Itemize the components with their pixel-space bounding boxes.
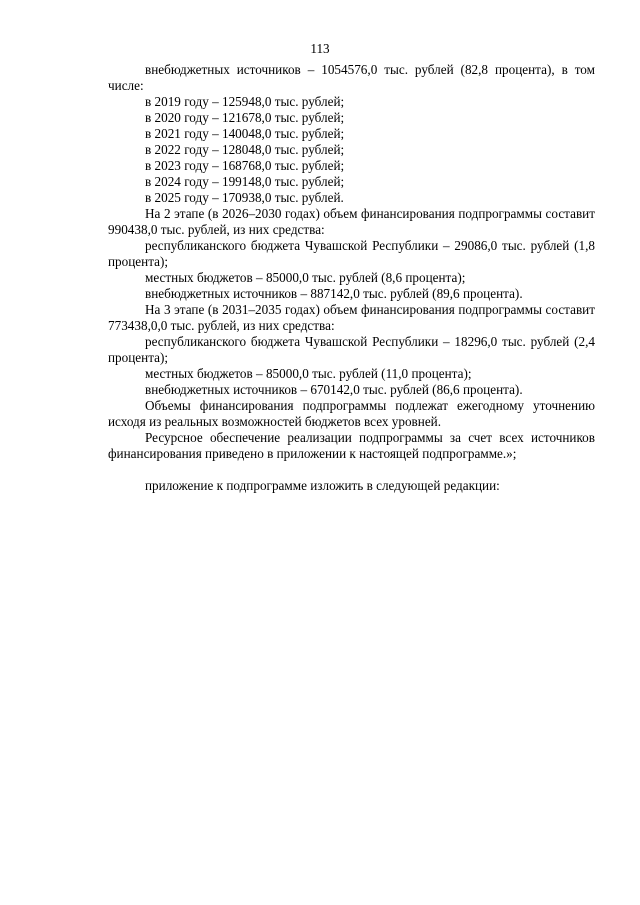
paragraph-appendix-instruction: приложение к подпрограмме изложить в следующей редакции: bbox=[145, 478, 500, 493]
paragraph-stage-3-total: На 3 этапе (в 2031–2035 годах) объем финансирования подпрограммы составит 773438,0,0 тыс. рублей, из них средства: bbox=[108, 302, 595, 333]
paragraph-spacer bbox=[108, 462, 595, 478]
paragraph-stage-2-total: На 2 этапе (в 2026–2030 годах) объем финансирования подпрограммы составит 990438,0 тыс. рублей, из них средства: bbox=[108, 206, 595, 237]
document-body bbox=[108, 62, 595, 494]
paragraph-stage-2-extrabudgetary: внебюджетных источников – 887142,0 тыс. рублей (89,6 процента). bbox=[145, 286, 523, 301]
paragraph-extrabudgetary-total: внебюджетных источников – 1054576,0 тыс. рублей (82,8 процента), в том числе: bbox=[108, 62, 595, 93]
paragraph-resource-provision: Ресурсное обеспечение реализации подпрограммы за счет всех источников финансирования приведено в приложении к настоящей подпрограмме.»; bbox=[108, 430, 595, 461]
paragraph-year-2021: в 2021 году – 140048,0 тыс. рублей; bbox=[145, 126, 345, 141]
paragraph-stage-3-republic-budget: республиканского бюджета Чувашской Республики – 18296,0 тыс. рублей (2,4 процента); bbox=[108, 334, 595, 365]
paragraph-year-2022: в 2022 году – 128048,0 тыс. рублей; bbox=[145, 142, 345, 157]
paragraph-year-2024: в 2024 году – 199148,0 тыс. рублей; bbox=[145, 174, 345, 189]
paragraph-stage-2-local-budgets: местных бюджетов – 85000,0 тыс. рублей (8,6 процента); bbox=[145, 270, 466, 285]
paragraph-year-2023: в 2023 году – 168768,0 тыс. рублей; bbox=[145, 158, 345, 173]
paragraph-year-2019: в 2019 году – 125948,0 тыс. рублей; bbox=[145, 94, 345, 109]
paragraph-year-2025: в 2025 году – 170938,0 тыс. рублей. bbox=[145, 190, 344, 205]
paragraph-stage-3-local-budgets: местных бюджетов – 85000,0 тыс. рублей (11,0 процента); bbox=[145, 366, 472, 381]
page-number: 113 bbox=[310, 41, 330, 56]
paragraph-stage-3-extrabudgetary: внебюджетных источников – 670142,0 тыс. рублей (86,6 процента). bbox=[145, 382, 523, 397]
paragraph-year-2020: в 2020 году – 121678,0 тыс. рублей; bbox=[145, 110, 345, 125]
paragraph-stage-2-republic-budget: республиканского бюджета Чувашской Республики – 29086,0 тыс. рублей (1,8 процента); bbox=[108, 238, 595, 269]
paragraph-annual-adjustment: Объемы финансирования подпрограммы подлежат ежегодному уточнению исходя из реальных возможностей бюджетов всех уровней. bbox=[108, 398, 595, 429]
